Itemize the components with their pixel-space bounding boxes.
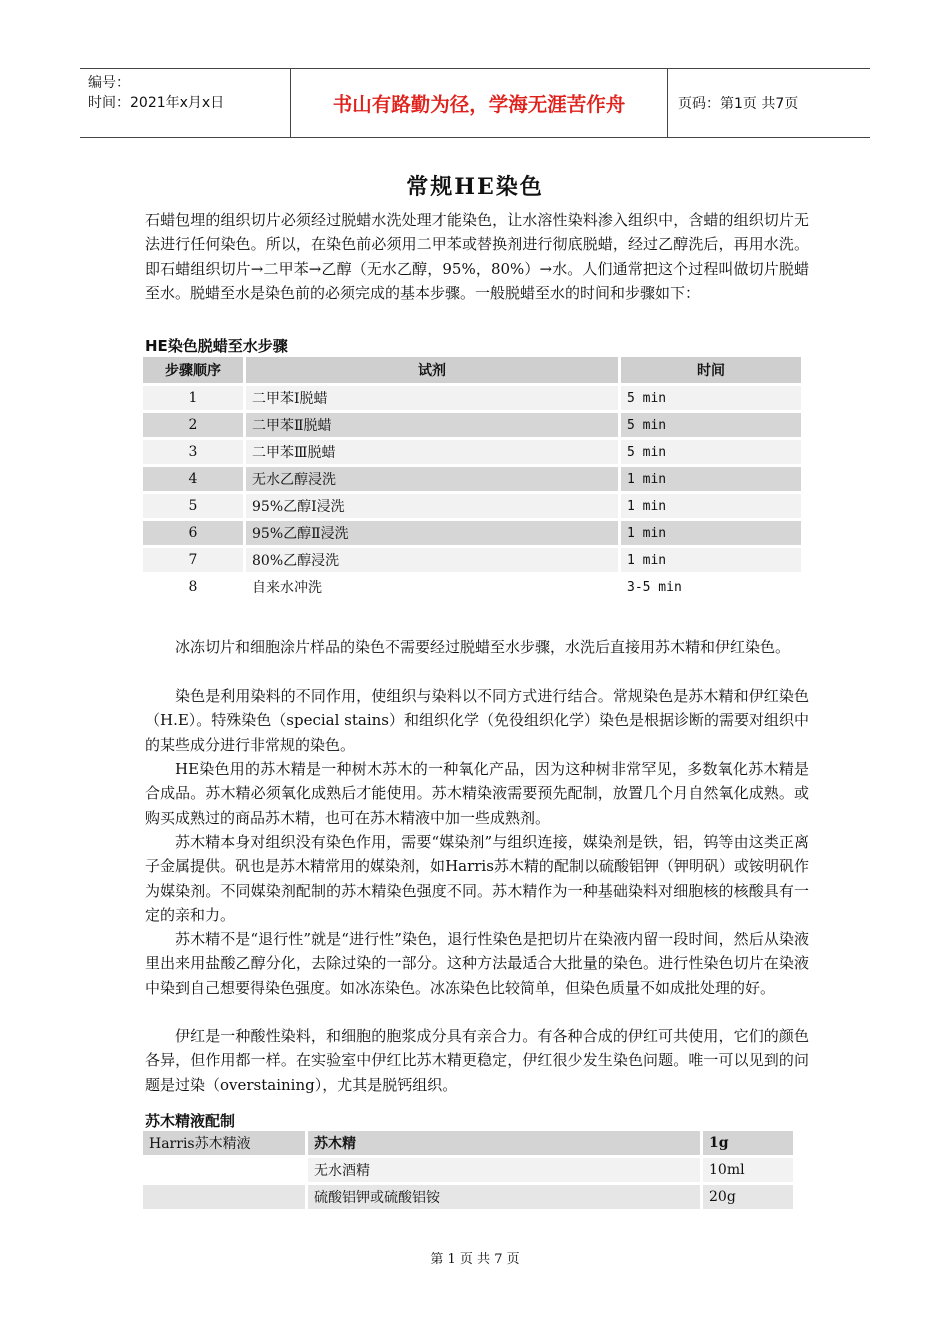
table-row xyxy=(143,1185,793,1209)
time-cell: 1 min xyxy=(621,467,801,491)
table-row xyxy=(143,494,801,518)
reagent-cell: 二甲苯Ⅲ脱蜡 xyxy=(246,440,618,464)
table-row xyxy=(143,386,801,410)
table-row xyxy=(143,467,801,491)
step-number: 4 xyxy=(143,467,243,491)
header-meta xyxy=(80,69,291,137)
document-title: 常规HE染色 xyxy=(406,174,544,200)
steps-table-header-row xyxy=(143,357,801,383)
page-header xyxy=(80,68,870,138)
time-cell: 1 min xyxy=(621,521,801,545)
header-page-label: 页码：第1页 共7页 xyxy=(678,96,799,112)
step-number: 1 xyxy=(143,386,243,410)
ingredient-cell: 苏木精 xyxy=(308,1131,700,1155)
code-label: 编号： xyxy=(88,75,130,91)
column-header: 时间 xyxy=(621,357,801,383)
table-row xyxy=(143,440,801,464)
body-paragraph: 苏木精不是“退行性”就是“进行性”染色，退行性染色是把切片在染液内留一段时间，然后从染液里出来用盐酸乙醇分化，去除过染的一部分。这种方法最适合大批量的染色。进行性染色切片在染液中染到自己想要得染色强度。如冰冻染色。冰冻染色比较简单，但染色质量不如成批处理的好。 xyxy=(145,930,809,997)
recipe-table xyxy=(140,1128,796,1212)
amount-cell: 1g xyxy=(703,1131,793,1155)
amount-cell: 10ml xyxy=(703,1158,793,1182)
reagent-cell: 无水乙醇浸洗 xyxy=(246,467,618,491)
body-paragraph: 染色是利用染料的不同作用，使组织与染料以不同方式进行结合。常规染色是苏木精和伊红染色（H.E）。特殊染色（special stains）和组织化学（免役组织化学）染色是根据诊断的需要对组织中的某些成分进行非常规的染色。 xyxy=(145,687,810,754)
table-row xyxy=(143,1158,793,1182)
time-cell: 1 min xyxy=(621,494,801,518)
date-label: 时间：2021年x月x日 xyxy=(88,95,225,111)
table-row xyxy=(143,521,801,545)
table-row xyxy=(143,575,801,599)
amount-cell: 20g xyxy=(703,1185,793,1209)
body-paragraph: 冰冻切片和细胞涂片样品的染色不需要经过脱蜡至水步骤，水洗后直接用苏木精和伊红染色。 xyxy=(175,638,791,656)
time-cell: 3-5 min xyxy=(621,575,801,599)
intro-paragraph: 石蜡包埋的组织切片必须经过脱蜡水洗处理才能染色，让水溶性染料渗入组织中，含蜡的组织切片无法进行任何染色。所以，在染色前必须用二甲苯或替换剂进行彻底脱蜡，经过乙醇洗后，再用水洗。即石蜡组织切片→二甲苯→乙醇（无水乙醇，95%，80%）→水。人们通常把这个过程叫做切片脱蜡至水。脱蜡至水是染色前的必须完成的基本步骤。一般脱蜡至水的时间和步骤如下： xyxy=(145,211,809,303)
time-cell: 5 min xyxy=(621,386,801,410)
reagent-cell: 二甲苯Ⅰ脱蜡 xyxy=(246,386,618,410)
recipe-table-heading: 苏木精液配制 xyxy=(145,1112,236,1130)
step-number: 5 xyxy=(143,494,243,518)
body-paragraph: 苏木精本身对组织没有染色作用，需要“媒染剂”与组织连接，媒染剂是铁，铝，钨等由这类正离子金属提供。矾也是苏木精常用的媒染剂，如Harris苏木精的配制以硫酸铝钾（钾明矾）或铵明矾作为媒染剂。不同媒染剂配制的苏木精染色强度不同。苏木精作为一种基础染料对细胞核的核酸具有一定的亲和力。 xyxy=(145,833,809,925)
solution-name xyxy=(143,1185,305,1209)
body-paragraph: HE染色用的苏木精是一种树木苏木的一种氧化产品，因为这种树非常罕见，多数氧化苏木精是合成品。苏木精必须氧化成熟后才能使用。苏木精染液需要预先配制，放置几个月自然氧化成熟。或购买成熟过的商品苏木精，也可在苏木精液中加一些成熟剂。 xyxy=(145,760,809,827)
header-motto: 书山有路勤为径，学海无涯苦作舟 xyxy=(291,69,668,137)
step-number: 7 xyxy=(143,548,243,572)
reagent-cell: 80%乙醇浸洗 xyxy=(246,548,618,572)
table-row xyxy=(143,1131,793,1155)
reagent-cell: 自来水冲洗 xyxy=(246,575,618,599)
step-number: 2 xyxy=(143,413,243,437)
reagent-cell: 95%乙醇Ⅱ浸洗 xyxy=(246,521,618,545)
time-cell: 1 min xyxy=(621,548,801,572)
reagent-cell: 95%乙醇Ⅰ浸洗 xyxy=(246,494,618,518)
table-row xyxy=(143,413,801,437)
solution-name: Harris苏木精液 xyxy=(143,1131,305,1155)
ingredient-cell: 硫酸铝钾或硫酸铝铵 xyxy=(308,1185,700,1209)
page-footer: 第 1 页 共 7 页 xyxy=(430,1252,520,1267)
step-number: 8 xyxy=(143,575,243,599)
reagent-cell: 二甲苯Ⅱ脱蜡 xyxy=(246,413,618,437)
solution-name xyxy=(143,1158,305,1182)
step-number: 6 xyxy=(143,521,243,545)
time-cell: 5 min xyxy=(621,413,801,437)
step-number: 3 xyxy=(143,440,243,464)
column-header: 步骤顺序 xyxy=(143,357,243,383)
time-cell: 5 min xyxy=(621,440,801,464)
steps-table xyxy=(140,354,804,602)
column-header: 试剂 xyxy=(246,357,618,383)
table-row xyxy=(143,548,801,572)
ingredient-cell: 无水酒精 xyxy=(308,1158,700,1182)
body-paragraph: 伊红是一种酸性染料，和细胞的胞浆成分具有亲合力。有各种合成的伊红可共使用，它们的颜色各异，但作用都一样。在实验室中伊红比苏木精更稳定，伊红很少发生染色问题。唯一可以见到的问题是过染（overstaining），尤其是脱钙组织。 xyxy=(145,1027,809,1094)
steps-table-heading: HE染色脱蜡至水步骤 xyxy=(145,337,288,355)
